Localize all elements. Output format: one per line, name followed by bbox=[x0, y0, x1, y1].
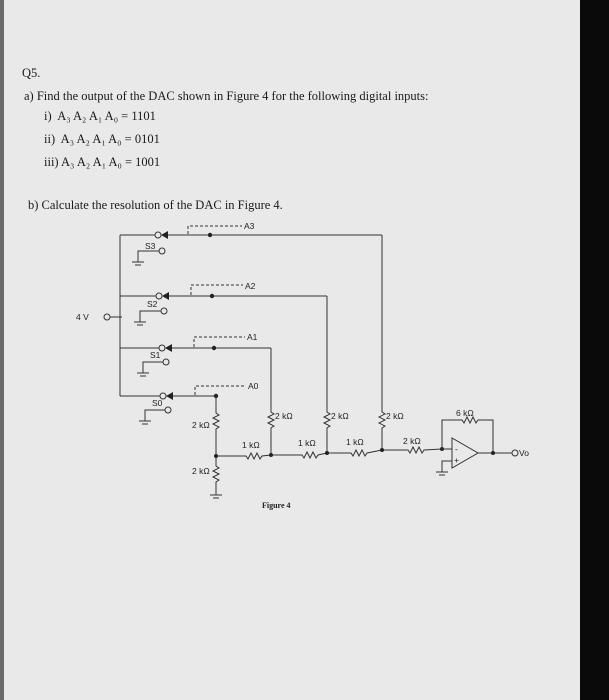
bit-a3-label: A3 bbox=[244, 221, 255, 231]
svg-text:2 kΩ: 2 kΩ bbox=[192, 466, 210, 476]
part-b-text: b) Calculate the resolution of the DAC in Figure 4. bbox=[28, 198, 283, 212]
svg-text:2 kΩ: 2 kΩ bbox=[403, 436, 421, 446]
switch-s2 bbox=[120, 281, 327, 325]
switch-s3 bbox=[120, 221, 382, 265]
switch-s1 bbox=[120, 332, 271, 376]
svg-text:-: - bbox=[455, 444, 458, 454]
svg-text:S2: S2 bbox=[147, 299, 158, 309]
svg-text:2 kΩ: 2 kΩ bbox=[275, 411, 293, 421]
ladder-vertical-resistors bbox=[192, 235, 404, 498]
input-iii: iii) A₃ A₂ A₁ A₀ = 1001 bbox=[44, 155, 161, 169]
feedback-resistor-label: 6 kΩ bbox=[456, 408, 474, 418]
input-i: i) A₃ A₂ A₁ A₀ = 1101 bbox=[44, 109, 156, 123]
svg-text:S3: S3 bbox=[145, 241, 156, 251]
svg-text:1 kΩ: 1 kΩ bbox=[242, 440, 260, 450]
bit-a1-label: A1 bbox=[247, 332, 258, 342]
svg-text:S1: S1 bbox=[150, 350, 161, 360]
bit-a2-label: A2 bbox=[245, 281, 256, 291]
part-a-text: a) Find the output of the DAC shown in Figure 4 for the following digital inputs: bbox=[24, 89, 429, 103]
svg-text:+: + bbox=[454, 455, 459, 465]
svg-text:1 kΩ: 1 kΩ bbox=[298, 438, 316, 448]
bit-a0-label: A0 bbox=[248, 381, 259, 391]
ladder-horizontal-resistors bbox=[214, 436, 442, 459]
svg-text:S0: S0 bbox=[152, 398, 163, 408]
source-terminal bbox=[104, 314, 110, 320]
svg-text:1 kΩ: 1 kΩ bbox=[346, 437, 364, 447]
figure-caption: Figure 4 bbox=[262, 501, 291, 510]
svg-text:2 kΩ: 2 kΩ bbox=[386, 411, 404, 421]
output-terminal bbox=[512, 450, 518, 456]
source-label: 4 V bbox=[76, 312, 89, 322]
svg-text:2 kΩ: 2 kΩ bbox=[192, 420, 210, 430]
input-ii: ii) A₃ A₂ A₁ A₀ = 0101 bbox=[44, 132, 160, 146]
question-number: Q5. bbox=[22, 66, 41, 80]
output-label: Vo bbox=[519, 448, 529, 458]
switch-s0 bbox=[120, 381, 259, 424]
svg-text:2 kΩ: 2 kΩ bbox=[331, 411, 349, 421]
op-amp bbox=[436, 408, 529, 475]
